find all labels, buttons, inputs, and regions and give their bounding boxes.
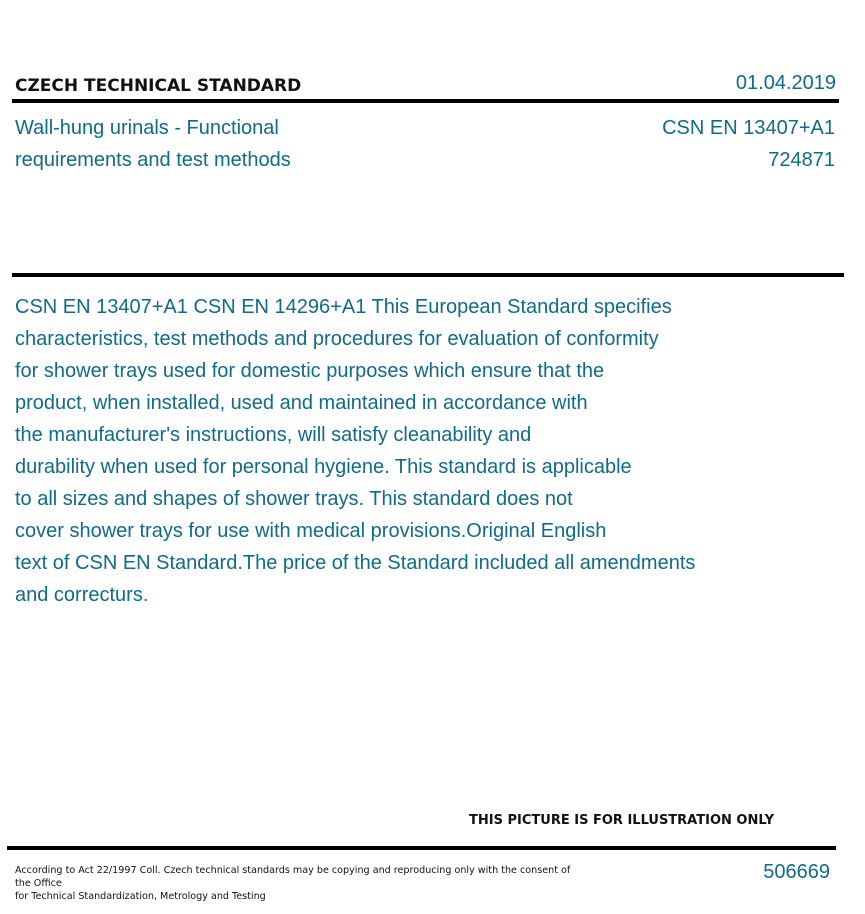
description-line: to all sizes and shapes of shower trays. This standard does not — [15, 488, 573, 510]
standard-code: CSN EN 13407+A1 — [662, 117, 835, 139]
description-line: CSN EN 13407+A1 CSN EN 14296+A1 This European Standard specifies — [15, 296, 672, 318]
description-line: the manufacturer's instructions, will satisfy cleanability and — [15, 424, 532, 446]
copyright-line-1: According to Act 22/1997 Coll. Czech technical standards may be copying and reproducing only with the consent of the Office — [15, 865, 571, 889]
description-line: text of CSN EN Standard.The price of the Standard included all amendments — [15, 552, 696, 574]
description-line: cover shower trays for use with medical provisions.Original English — [15, 520, 607, 542]
footer-rule — [7, 846, 836, 850]
copyright-notice — [15, 864, 585, 903]
description-line: product, when installed, used and maintained in accordance with — [15, 392, 588, 414]
header-rule — [12, 99, 839, 103]
copyright-line-2: for Technical Standardization, Metrology and Testing — [15, 891, 266, 902]
illustration-disclaimer: THIS PICTURE IS FOR ILLUSTRATION ONLY — [469, 813, 774, 828]
publication-date: 01.04.2019 — [735, 72, 836, 94]
description-line: for shower trays used for domestic purposes which ensure that the — [15, 360, 605, 382]
description-text — [15, 291, 785, 611]
document-type-label: CZECH TECHNICAL STANDARD — [15, 76, 302, 96]
document-number: 506669 — [763, 861, 830, 883]
description-line: and correcturs. — [15, 584, 149, 606]
catalog-number: 724871 — [768, 149, 835, 171]
title-rule — [12, 273, 844, 277]
description-line: durability when used for personal hygiene. This standard is applicable — [15, 456, 632, 478]
description-line: characteristics, test methods and procedures for evaluation of conformity — [15, 328, 659, 350]
title-line-1: Wall-hung urinals - Functional — [15, 117, 279, 139]
title-line-2: requirements and test methods — [15, 149, 291, 171]
